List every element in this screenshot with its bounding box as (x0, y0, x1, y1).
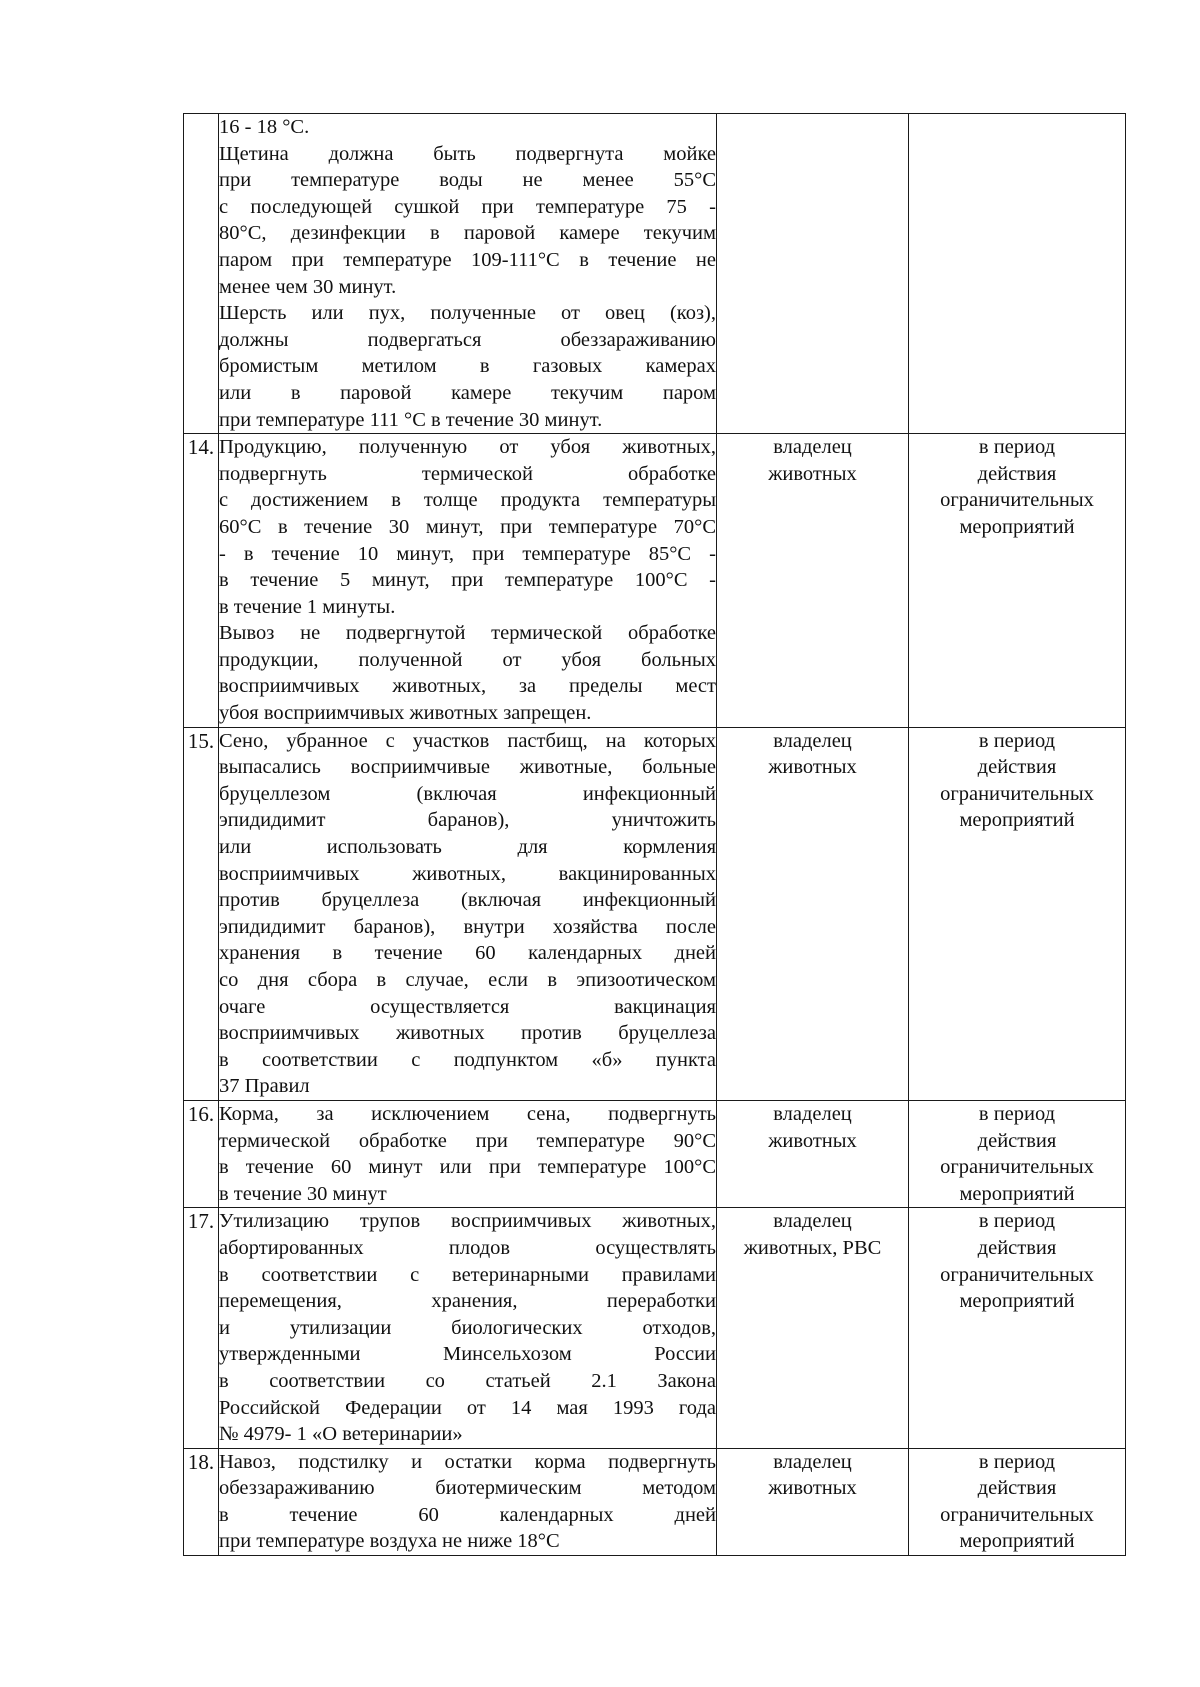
execution-term-line: мероприятий (959, 515, 1075, 538)
measure-text (219, 1100, 717, 1207)
responsible-party-line: владелец (773, 1210, 852, 1233)
responsible-party (717, 1448, 909, 1555)
measure-text-line: в течение 5 минут, при температуре 100°С - (219, 569, 716, 592)
measure-text-line: должны подвергаться обеззараживанию (219, 328, 716, 351)
measure-text-line: в течение 1 минуты. (219, 595, 396, 618)
execution-term (909, 1100, 1126, 1207)
measure-text-line: против бруцеллеза (включая инфекционный (219, 889, 716, 912)
responsible-party (717, 727, 909, 1100)
execution-term-line: мероприятий (959, 1290, 1075, 1313)
execution-term-line: мероприятий (959, 1182, 1075, 1205)
responsible-party-line: животных (768, 756, 857, 779)
measure-text-line: в течение 30 минут (219, 1182, 387, 1205)
measure-text-line: перемещения, хранения, переработки (219, 1290, 716, 1313)
responsible-party-line: животных (768, 1477, 857, 1500)
measures-table (183, 113, 1126, 1556)
execution-term (909, 727, 1126, 1100)
responsible-party-line: владелец (773, 1450, 852, 1473)
measure-text (219, 1208, 717, 1448)
measure-text-line: эпидидимит баранов), уничтожить (219, 809, 716, 832)
execution-term (909, 114, 1126, 434)
table-row (184, 1100, 1126, 1207)
execution-term-line: в период (978, 436, 1056, 459)
measure-text-line: и утилизации биологических отходов, (219, 1316, 716, 1339)
measure-text-line: в течение 60 календарных дней (219, 1503, 716, 1526)
measure-text (219, 114, 717, 434)
execution-term (909, 434, 1126, 728)
measure-text-line: бромистым метилом в газовых камерах (219, 355, 716, 378)
measure-text-line: восприимчивых животных, за пределы мест (219, 675, 716, 698)
measure-text-line: в течение 60 минут или при температуре 100°С (219, 1156, 716, 1179)
table-row (184, 1208, 1126, 1448)
responsible-party-line: животных (768, 462, 857, 485)
measure-text-line: 80°С, дезинфекции в паровой камере текучим (219, 222, 716, 245)
measure-text-line: выпасались восприимчивые животные, больные (219, 756, 716, 779)
table-row (184, 434, 1126, 728)
measure-text-line: восприимчивых животных против бруцеллеза (219, 1022, 716, 1045)
execution-term-line: ограничительных (940, 1503, 1094, 1526)
measure-text-line: в соответствии с ветеринарными правилами (219, 1263, 716, 1286)
measure-text-line: 16 - 18 °С. (219, 116, 310, 138)
measure-text-line: - в течение 10 минут, при температуре 85°С - (219, 542, 716, 565)
execution-term-line: ограничительных (940, 1156, 1094, 1179)
responsible-party-line: животных (768, 1129, 857, 1152)
measure-text-line: с последующей сушкой при температуре 75 - (219, 195, 716, 218)
measure-text (219, 727, 717, 1100)
measure-text-line: Шерсть или пух, полученные от овец (коз), (219, 302, 716, 325)
execution-term (909, 1208, 1126, 1448)
responsible-party-line: владелец (773, 1102, 852, 1125)
measure-text-line: Утилизацию трупов восприимчивых животных, (219, 1210, 716, 1233)
measure-text-line: с достижением в толще продукта температуры (219, 489, 716, 512)
responsible-party (717, 1100, 909, 1207)
measure-text-line: Продукцию, полученную от убоя животных, (219, 436, 716, 459)
execution-term-line: в период (978, 1210, 1056, 1233)
execution-term-line: действия (977, 756, 1057, 779)
execution-term-line: действия (977, 462, 1057, 485)
measure-text (219, 434, 717, 728)
measure-text-line: убоя восприимчивых животных запрещен. (219, 702, 592, 725)
measure-text-line: при температуре воды не менее 55°С (219, 169, 716, 192)
measure-text-line: утвержденными Минсельхозом России (219, 1343, 716, 1366)
measure-text-line: Российской Федерации от 14 мая 1993 года (219, 1396, 716, 1419)
row-number (184, 114, 219, 434)
measure-text-line: или в паровой камере текучим паром (219, 381, 716, 404)
execution-term-line: действия (977, 1236, 1057, 1259)
measure-text-line: при температуре 111 °С в течение 30 минут. (219, 408, 603, 431)
measure-text-line: Корма, за исключением сена, подвергнуть (219, 1102, 716, 1125)
responsible-party (717, 114, 909, 434)
execution-term-line: в период (978, 1102, 1056, 1125)
table-row (184, 1448, 1126, 1555)
measure-text-line: при температуре воздуха не ниже 18°С (219, 1530, 560, 1553)
measure-text-line: Сено, убранное с участков пастбищ, на которых (219, 729, 716, 752)
execution-term-line: ограничительных (940, 782, 1094, 805)
table-row (184, 727, 1126, 1100)
measure-text-line: эпидидимит баранов), внутри хозяйства после (219, 915, 716, 938)
measure-text-line: № 4979- 1 «О ветеринарии» (219, 1423, 463, 1446)
measure-text-line: термической обработке при температуре 90°С (219, 1129, 716, 1152)
measure-text-line: менее чем 30 минут. (219, 275, 397, 298)
measure-text-line: Вывоз не подвергнутой термической обработке (219, 622, 716, 645)
execution-term-line: ограничительных (940, 489, 1094, 512)
measure-text-line: 60°С в течение 30 минут, при температуре 70°С (219, 515, 716, 538)
measure-text-line: в соответствии со статьей 2.1 Закона (219, 1369, 716, 1392)
execution-term-line: действия (977, 1477, 1057, 1500)
measure-text-line: или использовать для кормления (219, 836, 716, 859)
measure-text-line: продукции, полученной от убоя больных (219, 648, 716, 671)
row-number: 18. (184, 1448, 219, 1555)
measure-text-line: восприимчивых животных, вакцинированных (219, 862, 716, 885)
measure-text-line: обеззараживанию биотермическим методом (219, 1477, 716, 1500)
execution-term-line: ограничительных (940, 1263, 1094, 1286)
measure-text-line: подвергнуть термической обработке (219, 462, 716, 485)
measure-text-line: абортированных плодов осуществлять (219, 1236, 716, 1259)
responsible-party (717, 1208, 909, 1448)
measure-text-line: очаге осуществляется вакцинация (219, 995, 716, 1018)
responsible-party-line: владелец (773, 729, 852, 752)
responsible-party-line: владелец (773, 436, 852, 459)
measures-table-body (184, 114, 1126, 1556)
measure-text-line: паром при температуре 109-111°С в течение не (219, 248, 716, 271)
measure-text-line: Навоз, подстилку и остатки корма подвергнуть (219, 1450, 716, 1473)
measure-text-line: бруцеллезом (включая инфекционный (219, 782, 716, 805)
responsible-party (717, 434, 909, 728)
row-number: 14. (184, 434, 219, 728)
measure-text-line: со дня сбора в случае, если в эпизоотическом (219, 969, 716, 991)
row-number: 17. (184, 1208, 219, 1448)
execution-term-line: в период (978, 1450, 1056, 1473)
execution-term-line: действия (977, 1129, 1057, 1152)
execution-term-line: в период (978, 729, 1056, 752)
measure-text-line: в соответствии с подпунктом «б» пункта (219, 1048, 716, 1071)
measure-text-line: 37 Правил (219, 1075, 310, 1098)
responsible-party-line: животных, РВС (743, 1236, 882, 1259)
execution-term-line: мероприятий (959, 809, 1075, 832)
execution-term (909, 1448, 1126, 1555)
execution-term-line: мероприятий (959, 1530, 1075, 1553)
measure-text (219, 1448, 717, 1555)
row-number: 16. (184, 1100, 219, 1207)
table-row (184, 114, 1126, 434)
row-number: 15. (184, 727, 219, 1100)
measure-text-line: Щетина должна быть подвергнута мойке (219, 142, 716, 165)
measure-text-line: хранения в течение 60 календарных дней (219, 942, 716, 965)
